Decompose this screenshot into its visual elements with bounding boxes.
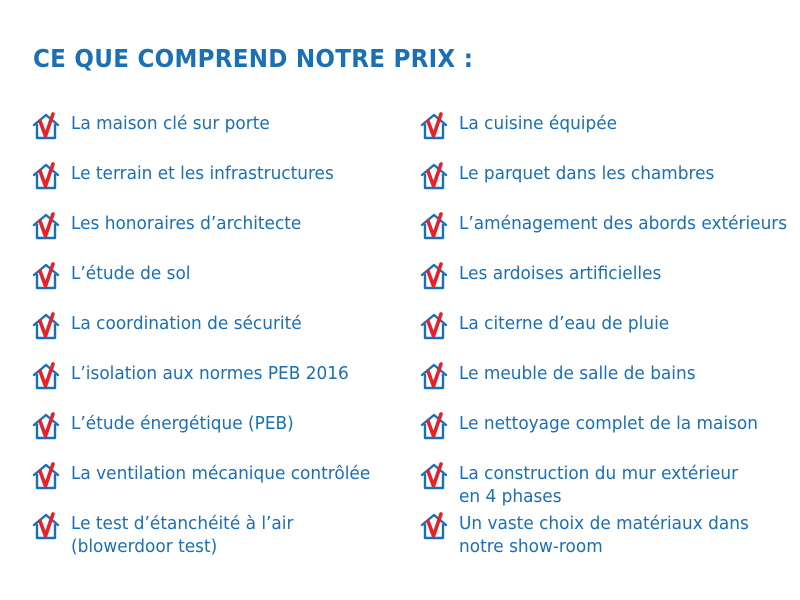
list-item-line1: Les honoraires d’architecte [71, 213, 302, 234]
list-item-line1: Les ardoises artificielles [459, 263, 662, 284]
list-item-label [459, 212, 787, 235]
house-check-icon [30, 212, 62, 240]
house-check-icon [30, 262, 62, 290]
list-item-line1: Le terrain et les infrastructures [71, 163, 334, 184]
list-item-line2: (blowerdoor test) [71, 536, 218, 557]
list-item-label [459, 512, 749, 558]
list-item-label [71, 112, 270, 135]
house-check-icon [418, 462, 450, 490]
list-item-line1: La maison clé sur porte [71, 113, 270, 134]
list-item-line1: Le nettoyage complet de la maison [459, 413, 759, 434]
list-item-label [459, 362, 696, 385]
house-check-icon [418, 162, 450, 190]
list-item-line1: La ventilation mécanique contrôlée [71, 463, 371, 484]
page-title: CE QUE COMPREND NOTRE PRIX : [33, 44, 474, 73]
list-item-line1: Le meuble de salle de bains [459, 363, 696, 384]
list-item-label [71, 462, 370, 485]
list-item-label [71, 262, 190, 285]
list-item-label [459, 262, 661, 285]
list-item-label [459, 162, 714, 185]
list-item-line1: La citerne d’eau de pluie [459, 313, 670, 334]
list-item-label [459, 312, 669, 335]
list-item-line1: L’aménagement des abords extérieurs [459, 213, 788, 234]
house-check-icon [418, 412, 450, 440]
list-item-line1: La construction du mur extérieur [459, 463, 739, 484]
house-check-icon [30, 362, 62, 390]
list-item-label [71, 162, 334, 185]
house-check-icon [418, 512, 450, 540]
house-check-icon [30, 412, 62, 440]
list-item-label [71, 412, 294, 435]
list-item-label [459, 462, 738, 508]
list-item-line1: Le parquet dans les chambres [459, 163, 715, 184]
list-item-label [459, 112, 617, 135]
house-check-icon [418, 262, 450, 290]
house-check-icon [30, 162, 62, 190]
house-check-icon [30, 112, 62, 140]
list-item-label [71, 312, 302, 335]
house-check-icon [30, 462, 62, 490]
house-check-icon [418, 112, 450, 140]
list-item-line1: L’étude de sol [71, 263, 191, 284]
house-check-icon [30, 312, 62, 340]
list-item-line1: Un vaste choix de matériaux dans [459, 513, 749, 534]
list-item-line2: en 4 phases [459, 486, 562, 507]
list-item-line1: Le test d’étanchéité à l’air [71, 513, 294, 534]
house-check-icon [30, 512, 62, 540]
list-item-label [459, 412, 758, 435]
house-check-icon [418, 212, 450, 240]
house-check-icon [418, 362, 450, 390]
house-check-icon [418, 312, 450, 340]
list-item-label [71, 212, 301, 235]
list-item-line1: La coordination de sécurité [71, 313, 302, 334]
list-item-line2: notre show-room [459, 536, 603, 557]
list-item-label [71, 512, 293, 558]
list-item-line1: L’isolation aux normes PEB 2016 [71, 363, 349, 384]
list-item-line1: L’étude énergétique (PEB) [71, 413, 294, 434]
list-item-label [71, 362, 349, 385]
list-item-line1: La cuisine équipée [459, 113, 618, 134]
